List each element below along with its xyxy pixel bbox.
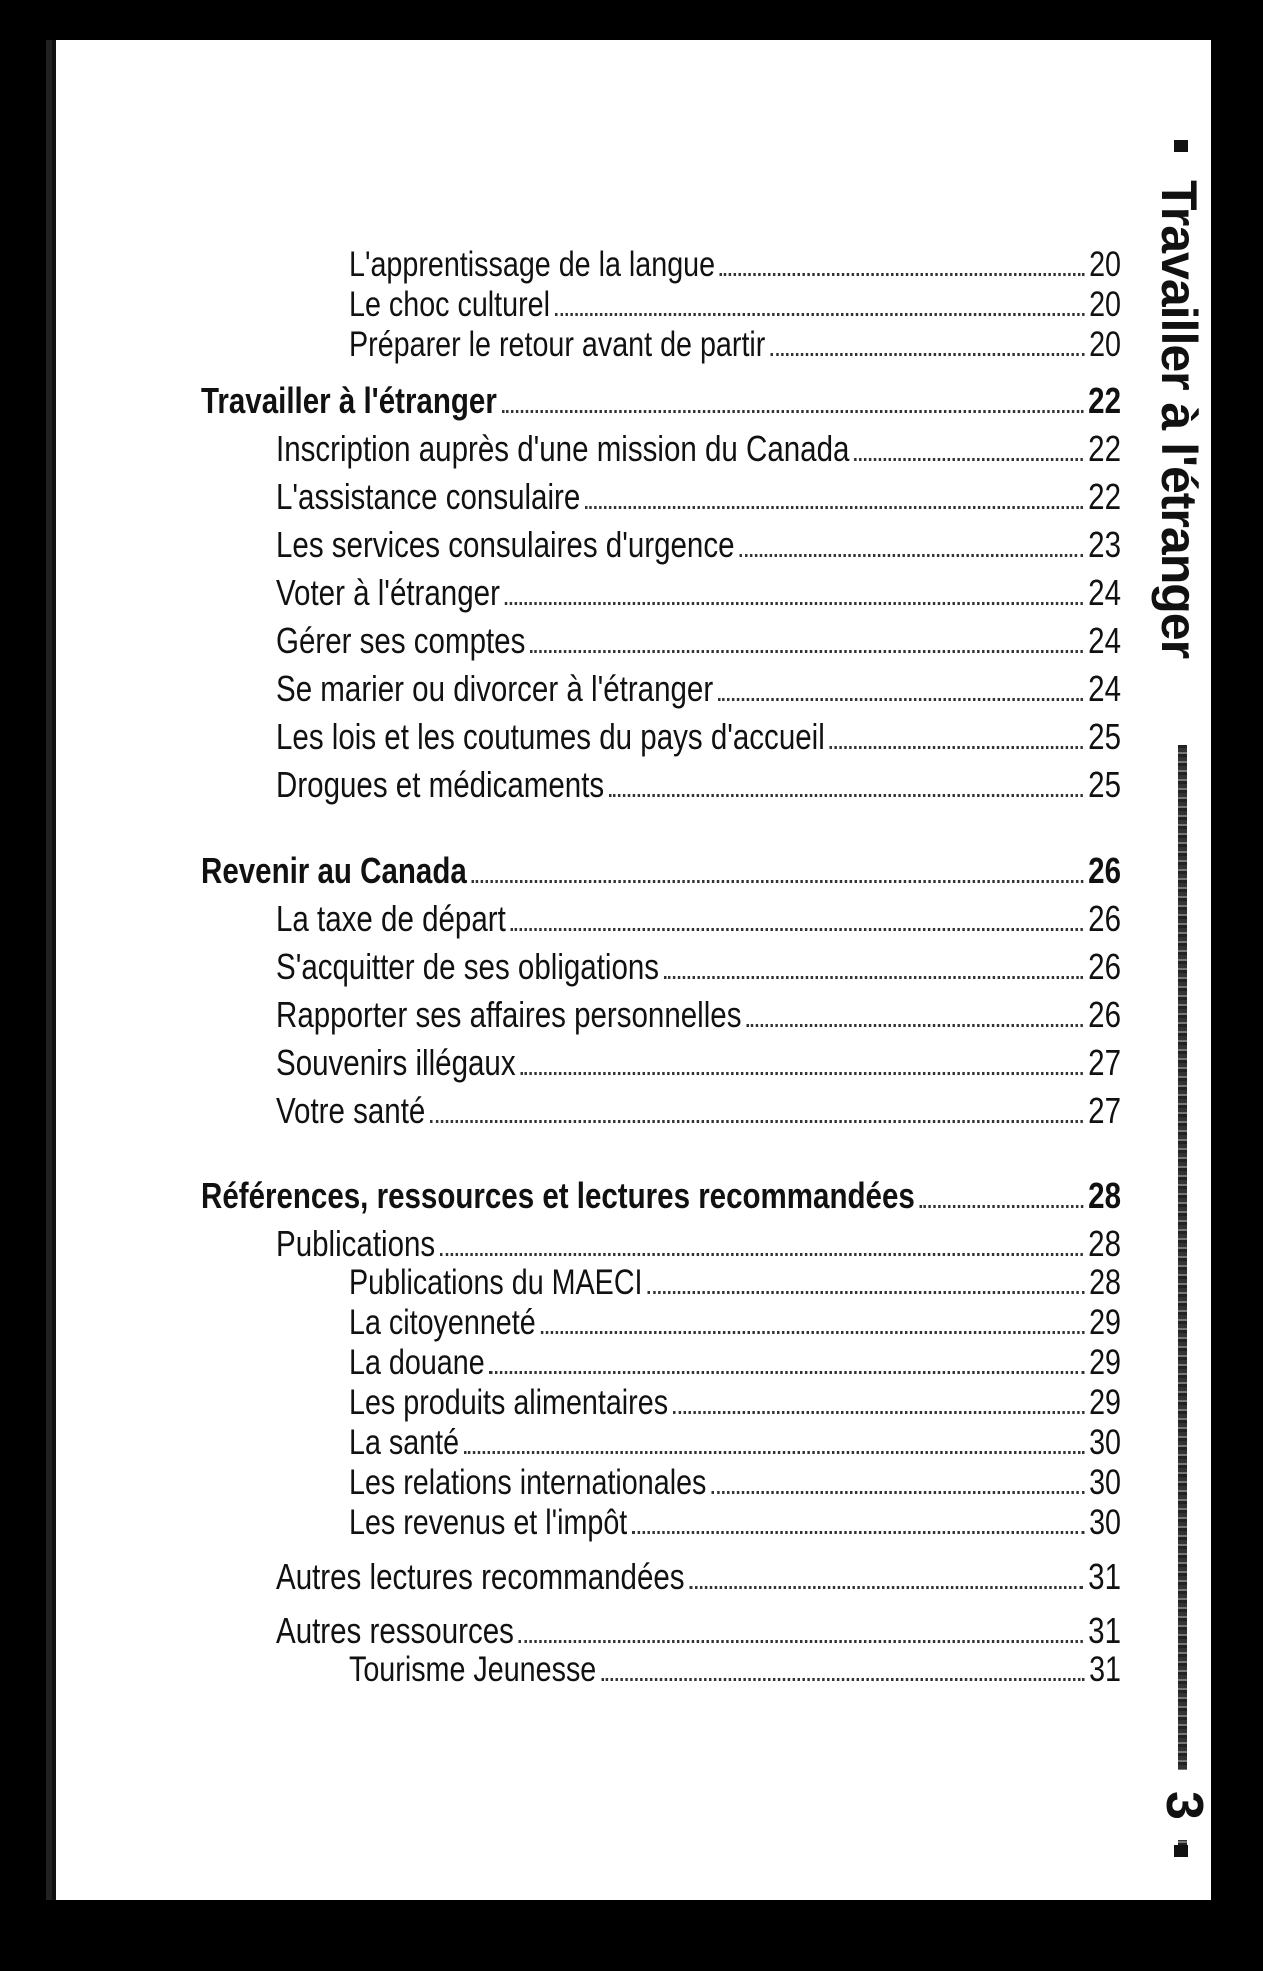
- toc-entry-page-number: 29: [1089, 1303, 1121, 1342]
- dot-leader: [521, 1052, 1084, 1075]
- toc-entry-page-number: 28: [1089, 1263, 1121, 1302]
- toc-entry-title: Les produits alimentaires: [349, 1383, 669, 1422]
- toc-entry-title: Voter à l'étranger: [276, 572, 500, 613]
- toc-entry-title: Rapporter ses affaires personnelles: [276, 994, 742, 1035]
- dot-leader: [720, 254, 1084, 276]
- chapter-side-tab: [1151, 140, 1213, 1855]
- toc-entry-page-number: 29: [1089, 1383, 1121, 1422]
- toc-entry-page-number: 20: [1089, 285, 1121, 324]
- dot-leader: [464, 1432, 1084, 1454]
- toc-entry: [276, 1090, 1121, 1132]
- toc-entry-page-number: 31: [1088, 1610, 1121, 1651]
- toc-entry-title: Tourisme Jeunesse: [349, 1650, 597, 1689]
- dot-leader: [511, 908, 1084, 931]
- toc-entry-title: Gérer ses comptes: [276, 620, 526, 661]
- toc-entry: [276, 620, 1121, 662]
- toc-entry-title: Autres lectures recommandées: [276, 1556, 685, 1597]
- side-tab-top-mark: [1174, 140, 1188, 152]
- toc-entry-title: Se marier ou divorcer à l'étranger: [276, 668, 714, 709]
- toc-entry-page-number: 24: [1088, 668, 1121, 709]
- toc-entry-title: Les revenus et l'impôt: [349, 1503, 628, 1542]
- toc-entry-page-number: 27: [1088, 1090, 1121, 1131]
- dot-leader: [430, 1100, 1083, 1123]
- toc-entry-title: Revenir au Canada: [201, 850, 467, 891]
- dot-leader: [689, 1566, 1083, 1589]
- toc-entry-page-number: 20: [1089, 245, 1121, 284]
- dot-leader: [632, 1512, 1084, 1534]
- toc-entry: [276, 1042, 1121, 1084]
- toc-entry-page-number: 22: [1088, 476, 1121, 517]
- toc-entry-page-number: 30: [1089, 1503, 1121, 1542]
- toc-entry-page-number: 30: [1089, 1423, 1121, 1462]
- toc-entry: [276, 946, 1121, 988]
- toc-entry-page-number: 29: [1089, 1343, 1121, 1382]
- toc-entry-page-number: 25: [1088, 764, 1121, 805]
- toc-entry-title: S'acquitter de ses obligations: [276, 946, 660, 987]
- dot-leader: [490, 1352, 1085, 1374]
- toc-entry-page-number: 30: [1089, 1463, 1121, 1502]
- toc-entry: [276, 1223, 1121, 1265]
- dot-leader: [830, 726, 1084, 749]
- dot-leader: [541, 1312, 1085, 1334]
- toc-entry-page-number: 31: [1089, 1650, 1121, 1689]
- toc-entry-title: La taxe de départ: [276, 898, 506, 939]
- dot-leader: [530, 630, 1083, 653]
- document-page: [52, 40, 1211, 1900]
- toc-entry-title: Votre santé: [276, 1090, 426, 1131]
- toc-entry: [276, 994, 1121, 1036]
- toc-entry: [276, 764, 1121, 806]
- toc-entry: [276, 1556, 1121, 1598]
- dot-leader: [854, 438, 1083, 461]
- toc-entry: [276, 668, 1121, 710]
- toc-entry: [276, 1610, 1121, 1652]
- side-tab-bottom-mark: [1174, 1845, 1188, 1857]
- dot-leader: [519, 1620, 1083, 1643]
- dot-leader: [711, 1472, 1084, 1494]
- dot-leader: [920, 1185, 1084, 1208]
- toc-entry: [276, 898, 1121, 940]
- toc-entry-page-number: 26: [1088, 898, 1121, 939]
- toc-entry: [349, 285, 1121, 325]
- toc-entry-title: L'assistance consulaire: [276, 476, 581, 517]
- toc-entry-title: Publications du MAECI: [349, 1263, 643, 1302]
- toc-entry: [276, 476, 1121, 518]
- dot-leader: [739, 534, 1083, 557]
- toc-entry-title: Préparer le retour avant de partir: [349, 325, 766, 364]
- toc-entry: [349, 1383, 1121, 1423]
- toc-entry: [349, 1343, 1121, 1383]
- toc-entry-page-number: 23: [1088, 524, 1121, 565]
- dot-leader: [555, 294, 1084, 316]
- toc-section-heading: [201, 850, 1121, 892]
- dot-leader: [664, 956, 1083, 979]
- toc-entry: [276, 428, 1121, 470]
- toc-entry: [349, 325, 1121, 365]
- toc-entry-title: Publications: [276, 1223, 436, 1264]
- toc-entry: [276, 716, 1121, 758]
- toc-entry: [349, 1303, 1121, 1343]
- dot-leader: [770, 334, 1084, 356]
- side-tab-rule: [1178, 745, 1187, 1855]
- toc-entry-page-number: 22: [1088, 380, 1121, 421]
- toc-entry-title: Les services consulaires d'urgence: [276, 524, 735, 565]
- dot-leader: [718, 678, 1083, 701]
- toc-entry-title: Autres ressources: [276, 1610, 514, 1651]
- toc-entry-page-number: 28: [1088, 1223, 1121, 1264]
- dot-leader: [585, 486, 1083, 509]
- toc-entry: [276, 524, 1121, 566]
- toc-section-heading: [201, 380, 1121, 422]
- toc-entry-title: Les relations internationales: [349, 1463, 707, 1502]
- toc-entry: [349, 1463, 1121, 1503]
- toc-entry: [349, 1650, 1121, 1690]
- toc-entry-page-number: 31: [1088, 1556, 1121, 1597]
- toc-entry-title: La douane: [349, 1343, 485, 1382]
- dot-leader: [502, 390, 1083, 413]
- toc-entry-page-number: 20: [1089, 325, 1121, 364]
- side-tab-title: Travailler à l'étranger: [1151, 180, 1207, 659]
- toc-entry-page-number: 26: [1088, 946, 1121, 987]
- toc-entry-title: La citoyenneté: [349, 1303, 536, 1342]
- dot-leader: [601, 1659, 1084, 1681]
- dot-leader: [472, 860, 1084, 883]
- toc-entry-page-number: 28: [1088, 1175, 1121, 1216]
- toc-entry: [349, 245, 1121, 285]
- toc-entry-page-number: 27: [1088, 1042, 1121, 1083]
- toc-entry-title: Souvenirs illégaux: [276, 1042, 516, 1083]
- toc-entry-page-number: 26: [1088, 850, 1121, 891]
- toc-section-heading: [201, 1175, 1121, 1217]
- toc-entry: [349, 1423, 1121, 1463]
- toc-entry-title: Le choc culturel: [349, 285, 551, 324]
- toc-entry-page-number: 24: [1088, 620, 1121, 661]
- toc-entry-title: Drogues et médicaments: [276, 764, 605, 805]
- toc-entry: [349, 1263, 1121, 1303]
- toc-entry-page-number: 26: [1088, 994, 1121, 1035]
- toc-entry: [349, 1503, 1121, 1543]
- toc-entry-title: Références, ressources et lectures recommandées: [201, 1175, 915, 1216]
- dot-leader: [440, 1233, 1083, 1256]
- toc-entry-title: La santé: [349, 1423, 460, 1462]
- toc-entry-title: Inscription auprès d'une mission du Canada: [276, 428, 850, 469]
- toc-entry-page-number: 25: [1088, 716, 1121, 757]
- toc-entry-title: L'apprentissage de la langue: [349, 245, 716, 284]
- toc-entry-page-number: 24: [1088, 572, 1121, 613]
- dot-leader: [746, 1004, 1083, 1027]
- dot-leader: [647, 1272, 1084, 1294]
- dot-leader: [673, 1392, 1084, 1414]
- toc-entry-page-number: 22: [1088, 428, 1121, 469]
- side-tab-page-number: 3: [1160, 1770, 1208, 1840]
- dot-leader: [505, 582, 1083, 605]
- toc-entry: [276, 572, 1121, 614]
- toc-entry-title: Les lois et les coutumes du pays d'accueil: [276, 716, 825, 757]
- dot-leader: [609, 774, 1083, 797]
- toc-entry-title: Travailler à l'étranger: [201, 380, 497, 421]
